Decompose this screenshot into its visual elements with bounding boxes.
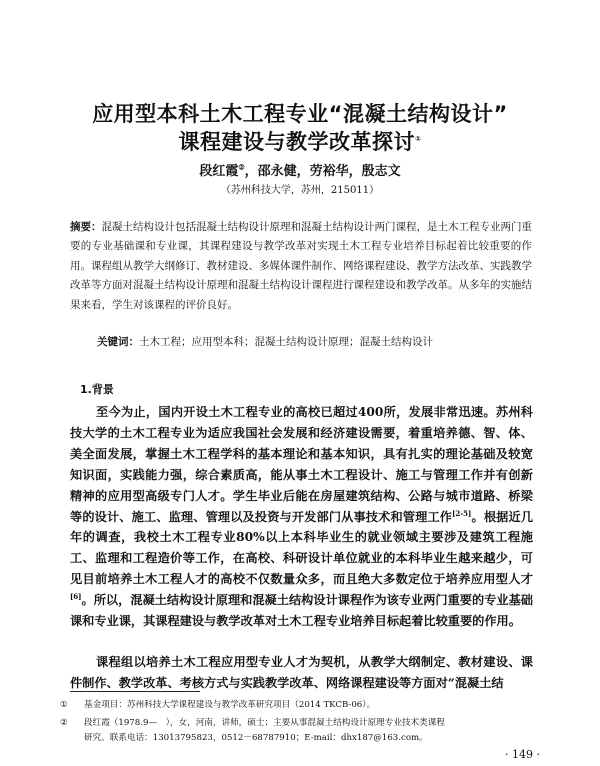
title-note-mark: ① [415,135,422,143]
footnote-1-mark: ① [60,700,68,710]
abstract [70,218,532,315]
footnote-1 [60,698,535,713]
footnote-2-text: 段红霞（1978.9— ），女，河南，讲师，硕士；主要从事混凝土结构设计原理专业技术类课程 [84,718,445,728]
keywords-label: 关键词： [97,336,139,348]
section-heading: 1.背景 [80,383,114,396]
keywords-text: 土木工程；应用型本科；混凝土结构设计原理；混凝土结构设计 [139,336,433,348]
citation-2: [6] [70,592,82,602]
page-number: · 149 · [505,748,540,761]
keywords [97,334,537,349]
other-authors: ，邵永健，劳裕华，殷志文 [244,164,401,179]
footnote-2-continuation: 研究。联系电话：13013795823，0512－68787910；E-mail：dhx187@163.com。 [84,733,428,743]
author-note-mark: ② [238,162,245,172]
paragraph-1-part-b: 。根据近几年的调查，我校土木工程专业80%以上本科毕业生的就业领域主要涉及建筑工程施工、监理和工程造价等工作，在高校、科研设计单位就业的本科毕业生越来越少，可见目前培养土木工程人才的高校不仅数量众多，而且绝大多数定位于培养应用型人才 [70,509,534,587]
citation-1: [2-5] [452,508,472,518]
footnote-divider [70,691,200,692]
article-title-line-1 [0,98,600,128]
footnote-2 [60,716,535,746]
body-paragraph-1 [70,402,533,632]
body-paragraph-2: 课程组以培养土木工程应用型专业人才为契机，从教学大纲制定、教材建设、课件制作、教学改革、考核方式与实践教学改革、网络课程建设等方面对“混凝土结 [70,655,533,690]
paragraph-1-part-c: 。所以，混凝土结构设计原理和混凝土结构设计课程作为该专业两门重要的专业基础课和专业课，其课程建设与教学改革对土木工程专业培养目标起着比较重要的作用。 [70,593,533,629]
author-list [0,160,600,179]
abstract-label: 摘要： [70,221,102,233]
paragraph-1-part-a: 至今为止，国内开设土木工程专业的高校已超过400所，发展非常迅速。苏州科技大学的土木工程专业为适应我国社会发展和经济建设需要，着重培养德、智、体、美全面发展，掌握土木工程学科的基本理论和基本知识，具有扎实的理论基础及较宽知识面，实践能力强，综合素质高，能从事土木工程设计、施工与管理工作并有创新精神的应用型高级专门人才。学生毕业后能在房屋建筑结构、公路与城市道路、桥梁等的设计、施工、监理、管理以及投资与开发部门从事技术和管理工作 [70,405,533,524]
first-author: 段红霞 [199,164,239,179]
article-title-line-2 [0,126,600,156]
title-line-1-text: 应用型本科土木工程专业“混凝土结构设计” [92,102,508,126]
abstract-text: 混凝土结构设计包括混凝土结构设计原理和混凝土结构设计两门课程，是土木工程专业两门重要的专业基础课和专业课，其课程建设与教学改革对实现土木工程专业培养目标起着比较重要的作用。课程组从教学大纲修订、教材建设、多媒体课件制作、网络课程建设、教学方法改革、实践教学改革等方面对混凝土结构设计原理和混凝土结构设计课程进行课程建设和教学改革。从多年的实施结果来看，学生对该课程的评价良好。 [70,221,532,311]
footnote-1-text: 基金项目：苏州科技大学课程建设与教学改革研究项目（2014 TKCB-06）。 [84,700,376,710]
footnote-2-mark: ② [60,718,68,728]
affiliation: （苏州科技大学，苏州，215011） [220,185,380,196]
title-line-2-text: 课程建设与教学改革探讨 [178,130,416,154]
